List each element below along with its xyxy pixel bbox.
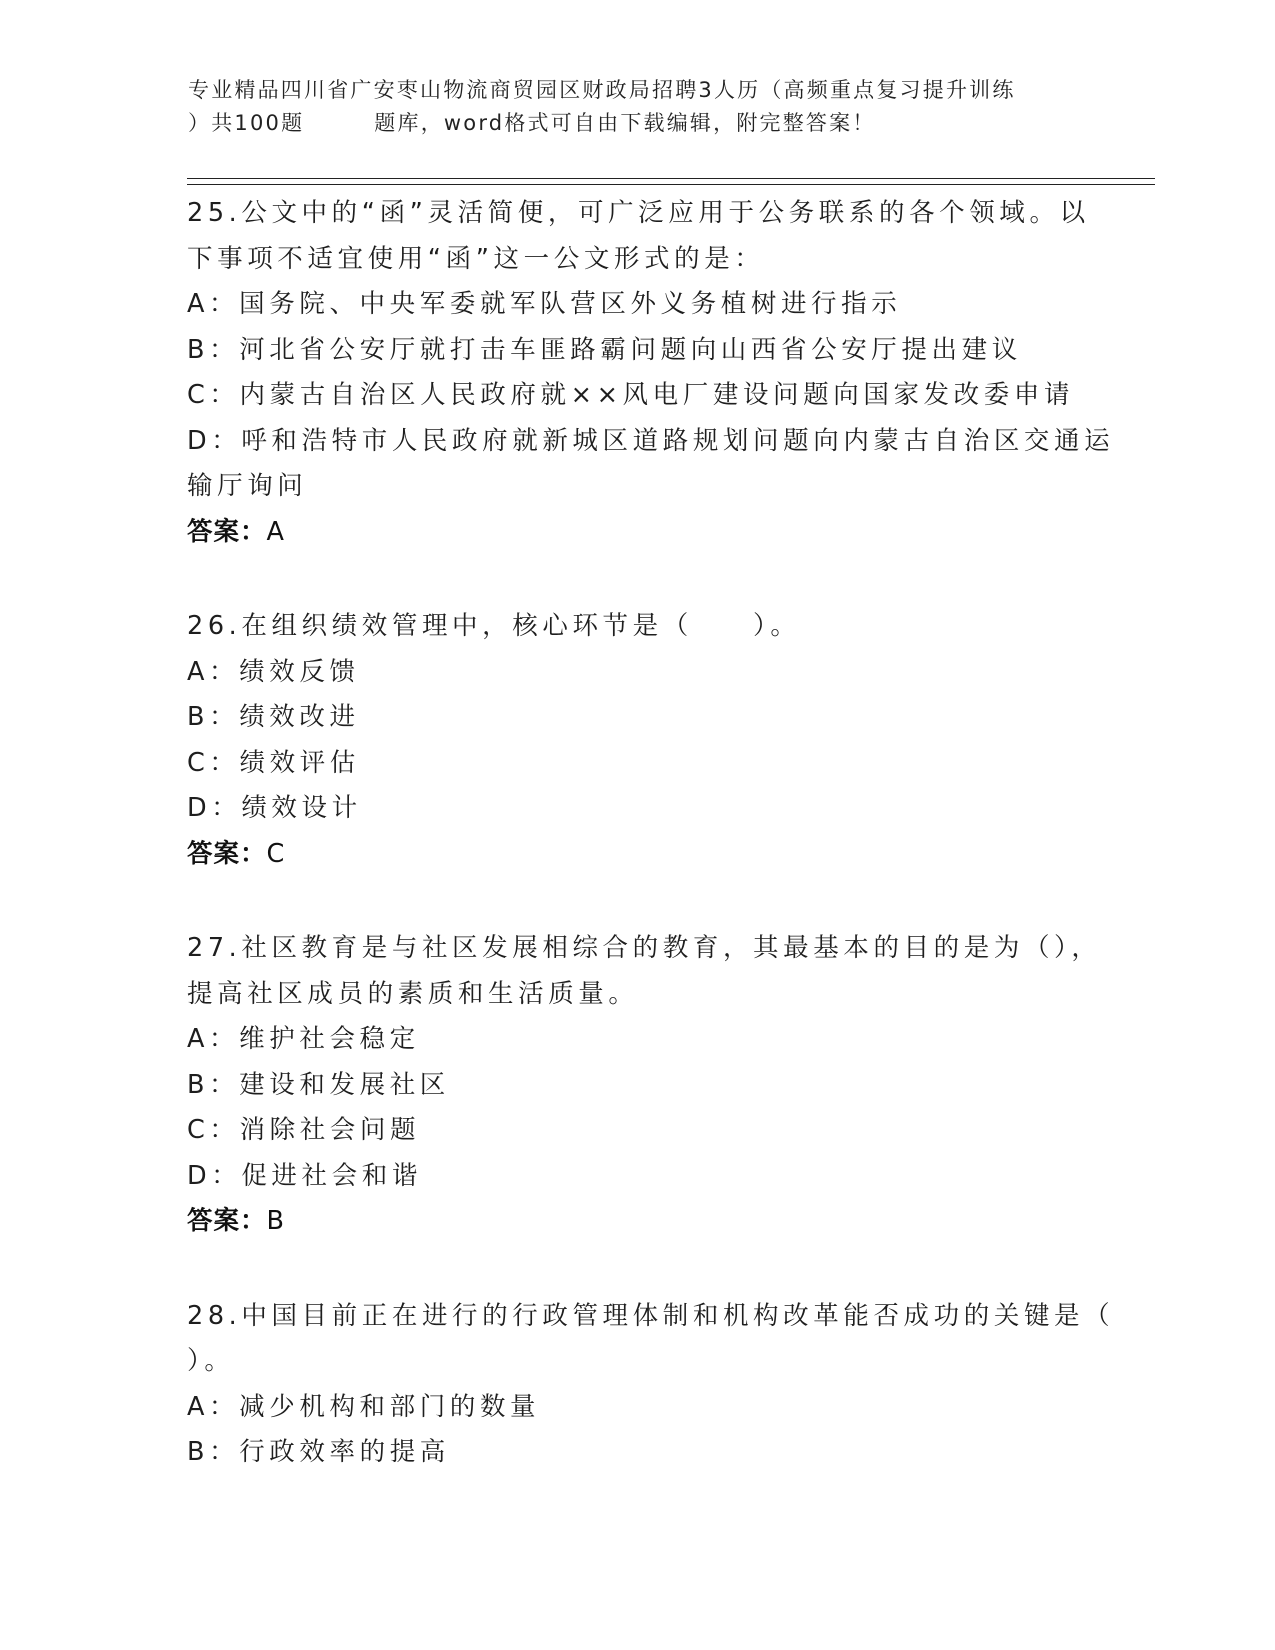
answer-option: A：绩效反馈	[187, 656, 360, 687]
answer-option: A：国务院、中央军委就军队营区外义务植树进行指示	[187, 289, 902, 319]
header-divider	[187, 178, 1155, 185]
header-line-2-left: ）共100题	[188, 111, 305, 135]
answer-value: B	[266, 1206, 285, 1236]
header-line-2	[188, 107, 1088, 140]
page-header	[188, 74, 1088, 140]
header-line-2-right: 题库，word格式可自由下载编辑，附完整答案！	[374, 111, 876, 135]
question-block	[187, 926, 1102, 1245]
question-block	[187, 1294, 1115, 1476]
question-stem-line: 26.在组织绩效管理中，核心环节是（ ）。	[187, 611, 801, 641]
question-block	[187, 191, 1115, 555]
answer-label: 答案：	[187, 1206, 267, 1236]
answer-option: B：绩效改进	[187, 702, 360, 732]
answer-option: D：促进社会和谐	[187, 1160, 422, 1191]
answer-option: C：绩效评估	[187, 747, 360, 778]
header-line-1: 专业精品四川省广安枣山物流商贸园区财政局招聘3人历（高频重点复习提升训练	[188, 78, 1016, 102]
answer-option: B：建设和发展社区	[187, 1069, 450, 1100]
answer-line	[187, 510, 1087, 556]
question-stem-line: ）。	[187, 1346, 235, 1376]
question-stem-line: 25.公文中的“函”灵活简便，可广泛应用于公务联系的各个领域。以	[187, 198, 1090, 228]
answer-line	[187, 1199, 1087, 1245]
answer-option: B：河北省公安厅就打击车匪路霸问题向山西省公安厅提出建议	[187, 334, 1022, 365]
answer-line	[187, 832, 1087, 878]
answer-option: C：消除社会问题	[187, 1115, 421, 1145]
question-stem-line: 提高社区成员的素质和生活质量。	[187, 978, 639, 1009]
question-list	[187, 191, 1115, 1525]
question-stem-line: 28.中国目前正在进行的行政管理体制和机构改革能否成功的关键是（	[187, 1300, 1115, 1331]
answer-option: C：内蒙古自治区人民政府就××风电厂建设问题向国家发改委申请	[187, 380, 1075, 410]
answer-option: A：维护社会稳定	[187, 1024, 420, 1054]
question-block	[187, 604, 1087, 877]
answer-value: C	[266, 838, 285, 869]
answer-label: 答案：	[187, 516, 267, 547]
answer-option: D：绩效设计	[187, 793, 362, 823]
question-stem-line: 27.社区教育是与社区发展相综合的教育，其最基本的目的是为（），	[187, 933, 1102, 963]
answer-option: D：呼和浩特市人民政府就新城区道路规划问题向内蒙古自治区交通运	[187, 425, 1115, 456]
answer-option: A：减少机构和部门的数量	[187, 1391, 541, 1422]
question-stem-line: 下事项不适宜使用“函”这一公文形式的是：	[187, 243, 765, 274]
answer-option: 输厅询问	[187, 471, 308, 501]
answer-option: B：行政效率的提高	[187, 1437, 450, 1467]
answer-label: 答案：	[187, 838, 267, 869]
answer-value: A	[266, 516, 284, 547]
